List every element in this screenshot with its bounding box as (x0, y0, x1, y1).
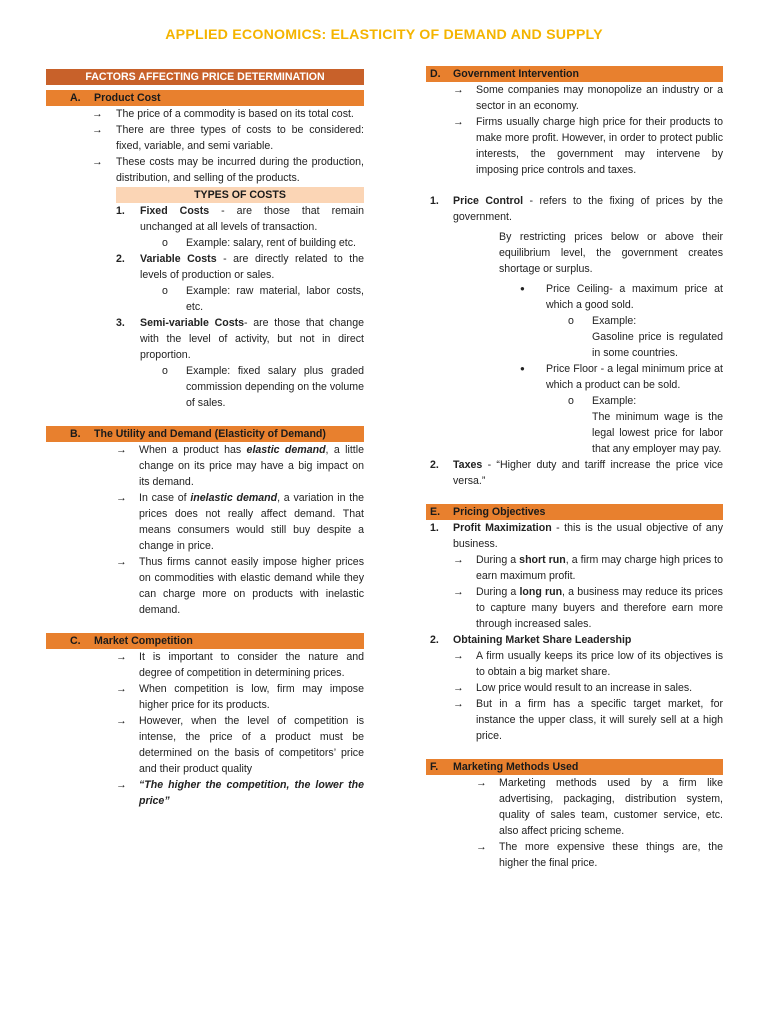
dot-bullet-icon: ● (520, 284, 525, 293)
bullet-item: → There are three types of costs to be considered: fixed, variable, and semi variable. (92, 124, 364, 152)
circle-bullet-icon: o (568, 395, 574, 407)
objective-item: 1. Profit Maximization - this is the usual objective of any business. (430, 522, 723, 550)
right-column (426, 66, 723, 871)
arrow-icon: → (476, 841, 487, 853)
bullet-item: → Marketing methods used by a firm like advertising, packaging, distribution system, quality of sales team, customer service, etc. also affect pricing scheme. (476, 777, 723, 837)
bullet-item: → Some companies may monopolize an industry or a sector in an economy. (453, 84, 723, 112)
bullet-item: → The price of a commodity is based on its total cost. (92, 108, 354, 120)
section-letter: B. (70, 428, 81, 440)
arrow-icon: → (453, 682, 464, 694)
arrow-icon: → (453, 650, 464, 662)
arrow-icon: → (476, 777, 487, 789)
arrow-icon: → (116, 683, 127, 695)
circle-bullet-icon: o (162, 237, 168, 249)
section-letter: C. (70, 635, 81, 647)
bullet-item: → Firms usually charge high price for their products to make more profit. However, in order to protect public interests, the government may intervene by imposing price controls and taxes. (453, 116, 723, 176)
section-title: Marketing Methods Used (453, 761, 579, 773)
bullet-item: → But in a firm has a specific target market, for instance the upper class, it will surely sell at a high price. (453, 698, 723, 742)
bullet-item: → A firm usually keeps its price low of its objectives is to obtain a big market share. (453, 650, 723, 678)
price-ceiling-item: ● Price Ceiling- a maximum price at which a good sold. (520, 283, 723, 311)
arrow-icon: → (116, 779, 127, 791)
bullet-item: → However, when the level of competition is intense, the price of a product must be determined on the basis of competitors’ price and their product quality (116, 715, 364, 775)
page-title: APPLIED ECONOMICS: ELASTICITY OF DEMAND AND SUPPLY (165, 27, 603, 43)
section-e-header (426, 504, 723, 520)
bullet-item: → In case of inelastic demand, a variation in the prices does not really affect demand. That means consumers would still buy despite a change in price. (116, 492, 364, 552)
example-item: o Example: salary, rent of building etc. (162, 237, 356, 249)
price-control-paragraph: By restricting prices below or above their equilibrium level, the government creates shortage or surplus. (499, 231, 723, 275)
arrow-icon: → (453, 84, 464, 96)
circle-bullet-icon: o (162, 285, 168, 297)
arrow-icon: → (453, 116, 464, 128)
price-control-item: 1. Price Control - refers to the fixing of prices by the government. (430, 195, 723, 223)
cost-type-item: 3. Semi-variable Costs- are those that change with the level of activity, but not in direct proportion. (116, 317, 364, 361)
section-title: Government Intervention (453, 68, 579, 80)
arrow-icon: → (92, 108, 103, 120)
arrow-icon: → (92, 124, 103, 136)
bullet-item: → During a long run, a business may reduce its prices to capture many buyers and therefore earn more through increased sales. (453, 586, 723, 630)
arrow-icon: → (92, 156, 103, 168)
arrow-icon: → (453, 698, 464, 710)
section-b-header (46, 426, 364, 442)
bullet-item: → Thus firms cannot easily impose higher prices on commodities with elastic demand while they can charge more on products with inelastic demand. (116, 556, 364, 616)
section-title: Market Competition (94, 635, 193, 647)
example-item: o Example: raw material, labor costs, etc. (162, 285, 364, 313)
section-f-header (426, 759, 723, 775)
arrow-icon: → (116, 715, 127, 727)
circle-bullet-icon: o (568, 315, 574, 327)
bullet-item: → It is important to consider the nature and degree of competition in determining prices. (116, 651, 364, 679)
objective-item: 2. Obtaining Market Share Leadership (430, 634, 632, 646)
section-letter: E. (430, 506, 441, 518)
arrow-icon: → (116, 492, 127, 504)
arrow-icon: → (116, 444, 127, 456)
factors-header: FACTORS AFFECTING PRICE DETERMINATION (46, 69, 364, 85)
section-title: The Utility and Demand (Elasticity of Demand) (94, 428, 326, 440)
taxes-item: 2. Taxes - “Higher duty and tariff increase the price vice versa.” (430, 459, 723, 487)
bullet-item: → “The higher the competition, the lower the price” (116, 779, 364, 807)
bullet-item: → The more expensive these things are, the higher the final price. (476, 841, 723, 869)
price-floor-item: ● Price Floor - a legal minimum price at which a product can be sold. (520, 363, 723, 391)
section-d-header (426, 66, 723, 82)
bullet-item: → During a short run, a firm may charge high prices to earn maximum profit. (453, 554, 723, 582)
bullet-item: → Low price would result to an increase in sales. (453, 682, 693, 694)
example-item: o Example: Gasoline price is regulated in some countries. (568, 315, 723, 359)
section-letter: F. (430, 761, 439, 773)
section-title: Pricing Objectives (453, 506, 546, 518)
left-column (46, 69, 364, 809)
example-item: o Example: fixed salary plus graded commission depending on the volume of sales. (162, 365, 364, 409)
example-item: o Example: The minimum wage is the legal lowest price for labor that any employer may pay. (568, 395, 723, 455)
cost-type-item: 1. Fixed Costs - are those that remain unchanged at all levels of transaction. (116, 205, 364, 233)
types-of-costs-header: TYPES OF COSTS (116, 187, 364, 203)
cost-type-item: 2. Variable Costs - are directly related to the levels of production or sales. (116, 253, 365, 281)
arrow-icon: → (116, 651, 127, 663)
section-title: Product Cost (94, 92, 161, 104)
dot-bullet-icon: ● (520, 364, 525, 373)
arrow-icon: → (453, 554, 464, 566)
arrow-icon: → (453, 586, 464, 598)
arrow-icon: → (116, 556, 127, 568)
bullet-item: → These costs may be incurred during the production, distribution, and selling of the products. (92, 156, 364, 184)
bullet-item: → When a product has elastic demand, a little change on its price may have a big impact on its demand. (116, 444, 365, 488)
section-a-header (46, 90, 364, 106)
bullet-item: → When competition is low, firm may impose higher price for its products. (116, 683, 364, 711)
circle-bullet-icon: o (162, 365, 168, 377)
section-letter: A. (70, 92, 81, 104)
section-letter: D. (430, 68, 441, 80)
section-c-header (46, 633, 364, 649)
